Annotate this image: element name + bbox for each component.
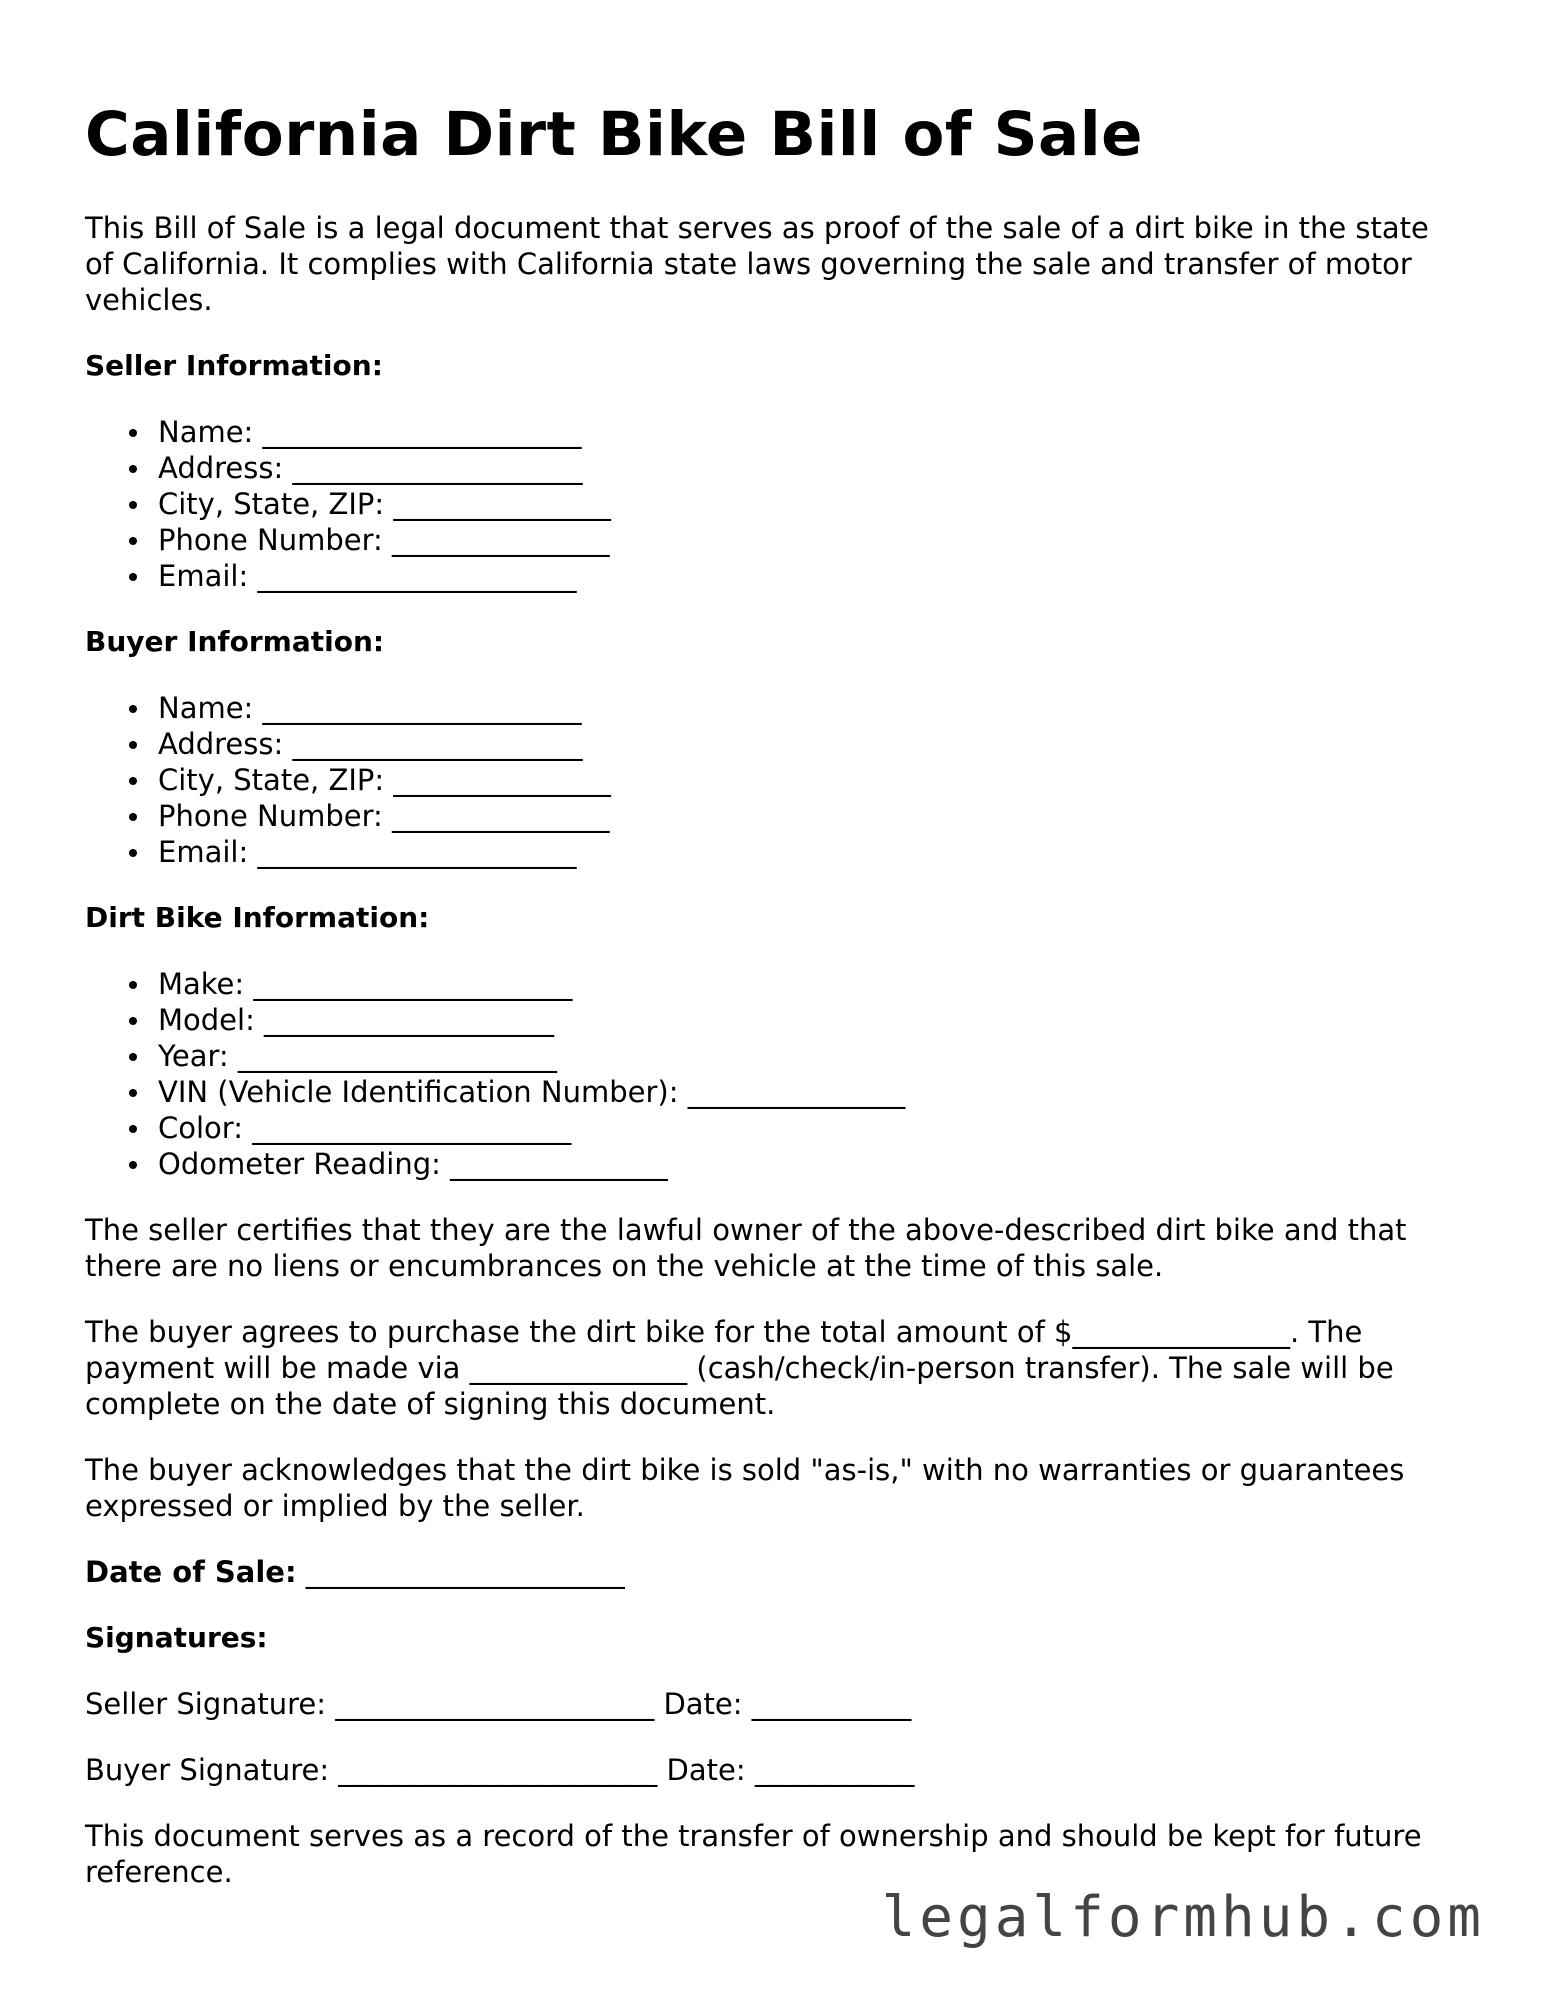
bike-heading: Dirt Bike Information: [85,901,430,935]
date-of-sale-blank: ______________________ [305,1555,625,1590]
bike-odometer-field: Odometer Reading: _______________ [158,1146,1465,1182]
bike-color-field: Color: ______________________ [158,1110,1465,1146]
date-of-sale-line [85,1554,1465,1590]
document-title: California Dirt Bike Bill of Sale [85,99,1143,170]
seller-city-state-zip-field: City, State, ZIP: _______________ [158,486,1465,522]
date-of-sale-label: Date of Sale: [85,1555,297,1590]
buyer-fields [85,690,1465,870]
seller-address-field: Address: ____________________ [158,450,1465,486]
closing-paragraph: This document serves as a record of the transfer of ownership and should be kept for future reference. [85,1819,1422,1890]
seller-heading: Seller Information: [85,349,383,383]
payment-paragraph: The buyer agrees to purchase the dirt bike for the total amount of $_______________. The payment will be made via _______________ (cash/check/in-person transfer). The sale will be complete on the date of signing this document. [85,1315,1394,1422]
seller-signature-line: Seller Signature: ______________________ Date: ___________ [85,1687,912,1722]
buyer-name-field: Name: ______________________ [158,690,1465,726]
seller-fields [85,414,1465,594]
certification-paragraph: The seller certifies that they are the lawful owner of the above-described dirt bike and that there are no liens or encumbrances on the vehicle at the time of this sale. [85,1213,1407,1284]
bike-year-field: Year: ______________________ [158,1038,1465,1074]
document-page [85,100,1465,1920]
buyer-address-field: Address: ____________________ [158,726,1465,762]
buyer-city-state-zip-field: City, State, ZIP: _______________ [158,762,1465,798]
signatures-heading: Signatures: [85,1621,268,1655]
bike-vin-field: VIN (Vehicle Identification Number): _______________ [158,1074,1465,1110]
seller-name-field: Name: ______________________ [158,414,1465,450]
buyer-email-field: Email: ______________________ [158,834,1465,870]
bike-make-field: Make: ______________________ [158,966,1465,1002]
intro-paragraph: This Bill of Sale is a legal document that serves as proof of the sale of a dirt bike in the state of California. It complies with California state laws governing the sale and transfer of motor vehicles. [85,211,1429,318]
watermark: legalformhub.com [881,1885,1485,1950]
as-is-paragraph: The buyer acknowledges that the dirt bike is sold "as-is," with no warranties or guarantees expressed or implied by the seller. [85,1453,1405,1524]
bike-model-field: Model: ____________________ [158,1002,1465,1038]
seller-phone-field: Phone Number: _______________ [158,522,1465,558]
seller-email-field: Email: ______________________ [158,558,1465,594]
buyer-phone-field: Phone Number: _______________ [158,798,1465,834]
buyer-signature-line: Buyer Signature: ______________________ Date: ___________ [85,1753,915,1788]
bike-fields [85,966,1465,1182]
buyer-heading: Buyer Information: [85,625,385,659]
